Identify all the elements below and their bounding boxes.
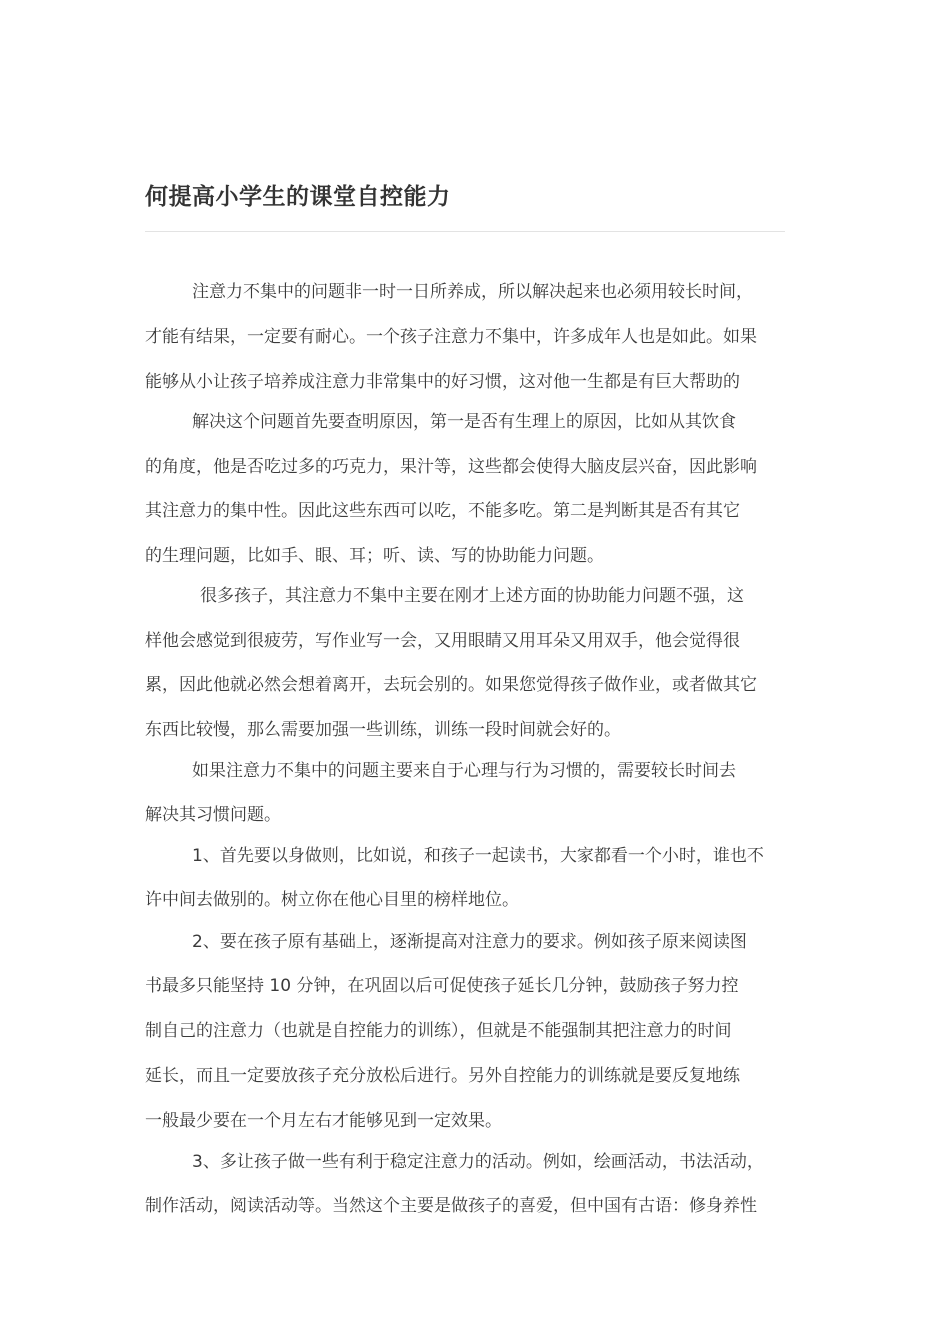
paragraph-line: 制作活动，阅读活动等。当然这个主要是做孩子的喜爱，但中国有古语：修身养性 <box>145 1196 757 1216</box>
paragraph-line: 的生理问题，比如手、眼、耳；听、读、写的协助能力问题。 <box>145 546 604 566</box>
paragraph-line: 延长，而且一定要放孩子充分放松后进行。另外自控能力的训练就是要反复地练 <box>145 1066 740 1086</box>
paragraph-line: 很多孩子，其注意力不集中主要在刚才上述方面的协助能力问题不强，这 <box>200 586 744 606</box>
paragraph-line: 的角度，他是否吃过多的巧克力，果汁等，这些都会使得大脑皮层兴奋，因此影响 <box>145 457 757 477</box>
paragraph-line: 累，因此他就必然会想着离开，去玩会别的。如果您觉得孩子做作业，或者做其它 <box>145 675 757 695</box>
paragraph-line: 解决这个问题首先要查明原因，第一是否有生理上的原因，比如从其饮食 <box>192 412 736 432</box>
paragraph-line: 东西比较慢，那么需要加强一些训练，训练一段时间就会好的。 <box>145 720 621 740</box>
paragraph-line: 才能有结果，一定要有耐心。一个孩子注意力不集中，许多成年人也是如此。如果 <box>145 327 757 347</box>
paragraph-line: 注意力不集中的问题非一时一日所养成，所以解决起来也必须用较长时间， <box>192 282 753 302</box>
paragraph-line: 如果注意力不集中的问题主要来自于心理与行为习惯的，需要较长时间去 <box>192 761 736 781</box>
title-divider <box>145 231 785 232</box>
document-title: 何提高小学生的课堂自控能力 <box>145 184 451 210</box>
paragraph-line: 能够从小让孩子培养成注意力非常集中的好习惯，这对他一生都是有巨大帮助的 <box>145 372 740 392</box>
paragraph-line: 其注意力的集中性。因此这些东西可以吃，不能多吃。第二是判断其是否有其它 <box>145 501 740 521</box>
paragraph-line: 2、要在孩子原有基础上，逐渐提高对注意力的要求。例如孩子原来阅读图 <box>192 932 747 952</box>
paragraph-line: 一般最少要在一个月左右才能够见到一定效果。 <box>145 1111 502 1131</box>
paragraph-line: 3、多让孩子做一些有利于稳定注意力的活动。例如，绘画活动，书法活动， <box>192 1152 764 1172</box>
paragraph-line: 许中间去做别的。树立你在他心目里的榜样地位。 <box>145 890 519 910</box>
paragraph-line: 制自己的注意力（也就是自控能力的训练），但就是不能强制其把注意力的时间 <box>145 1021 732 1041</box>
paragraph-line: 样他会感觉到很疲劳，写作业写一会，又用眼睛又用耳朵又用双手，他会觉得很 <box>145 631 740 651</box>
paragraph-line: 书最多只能坚持 10 分钟，在巩固以后可促使孩子延长几分钟，鼓励孩子努力控 <box>145 976 739 996</box>
paragraph-line: 1、首先要以身做则，比如说，和孩子一起读书，大家都看一个小时，谁也不 <box>192 846 764 866</box>
paragraph-line: 解决其习惯问题。 <box>145 805 281 825</box>
